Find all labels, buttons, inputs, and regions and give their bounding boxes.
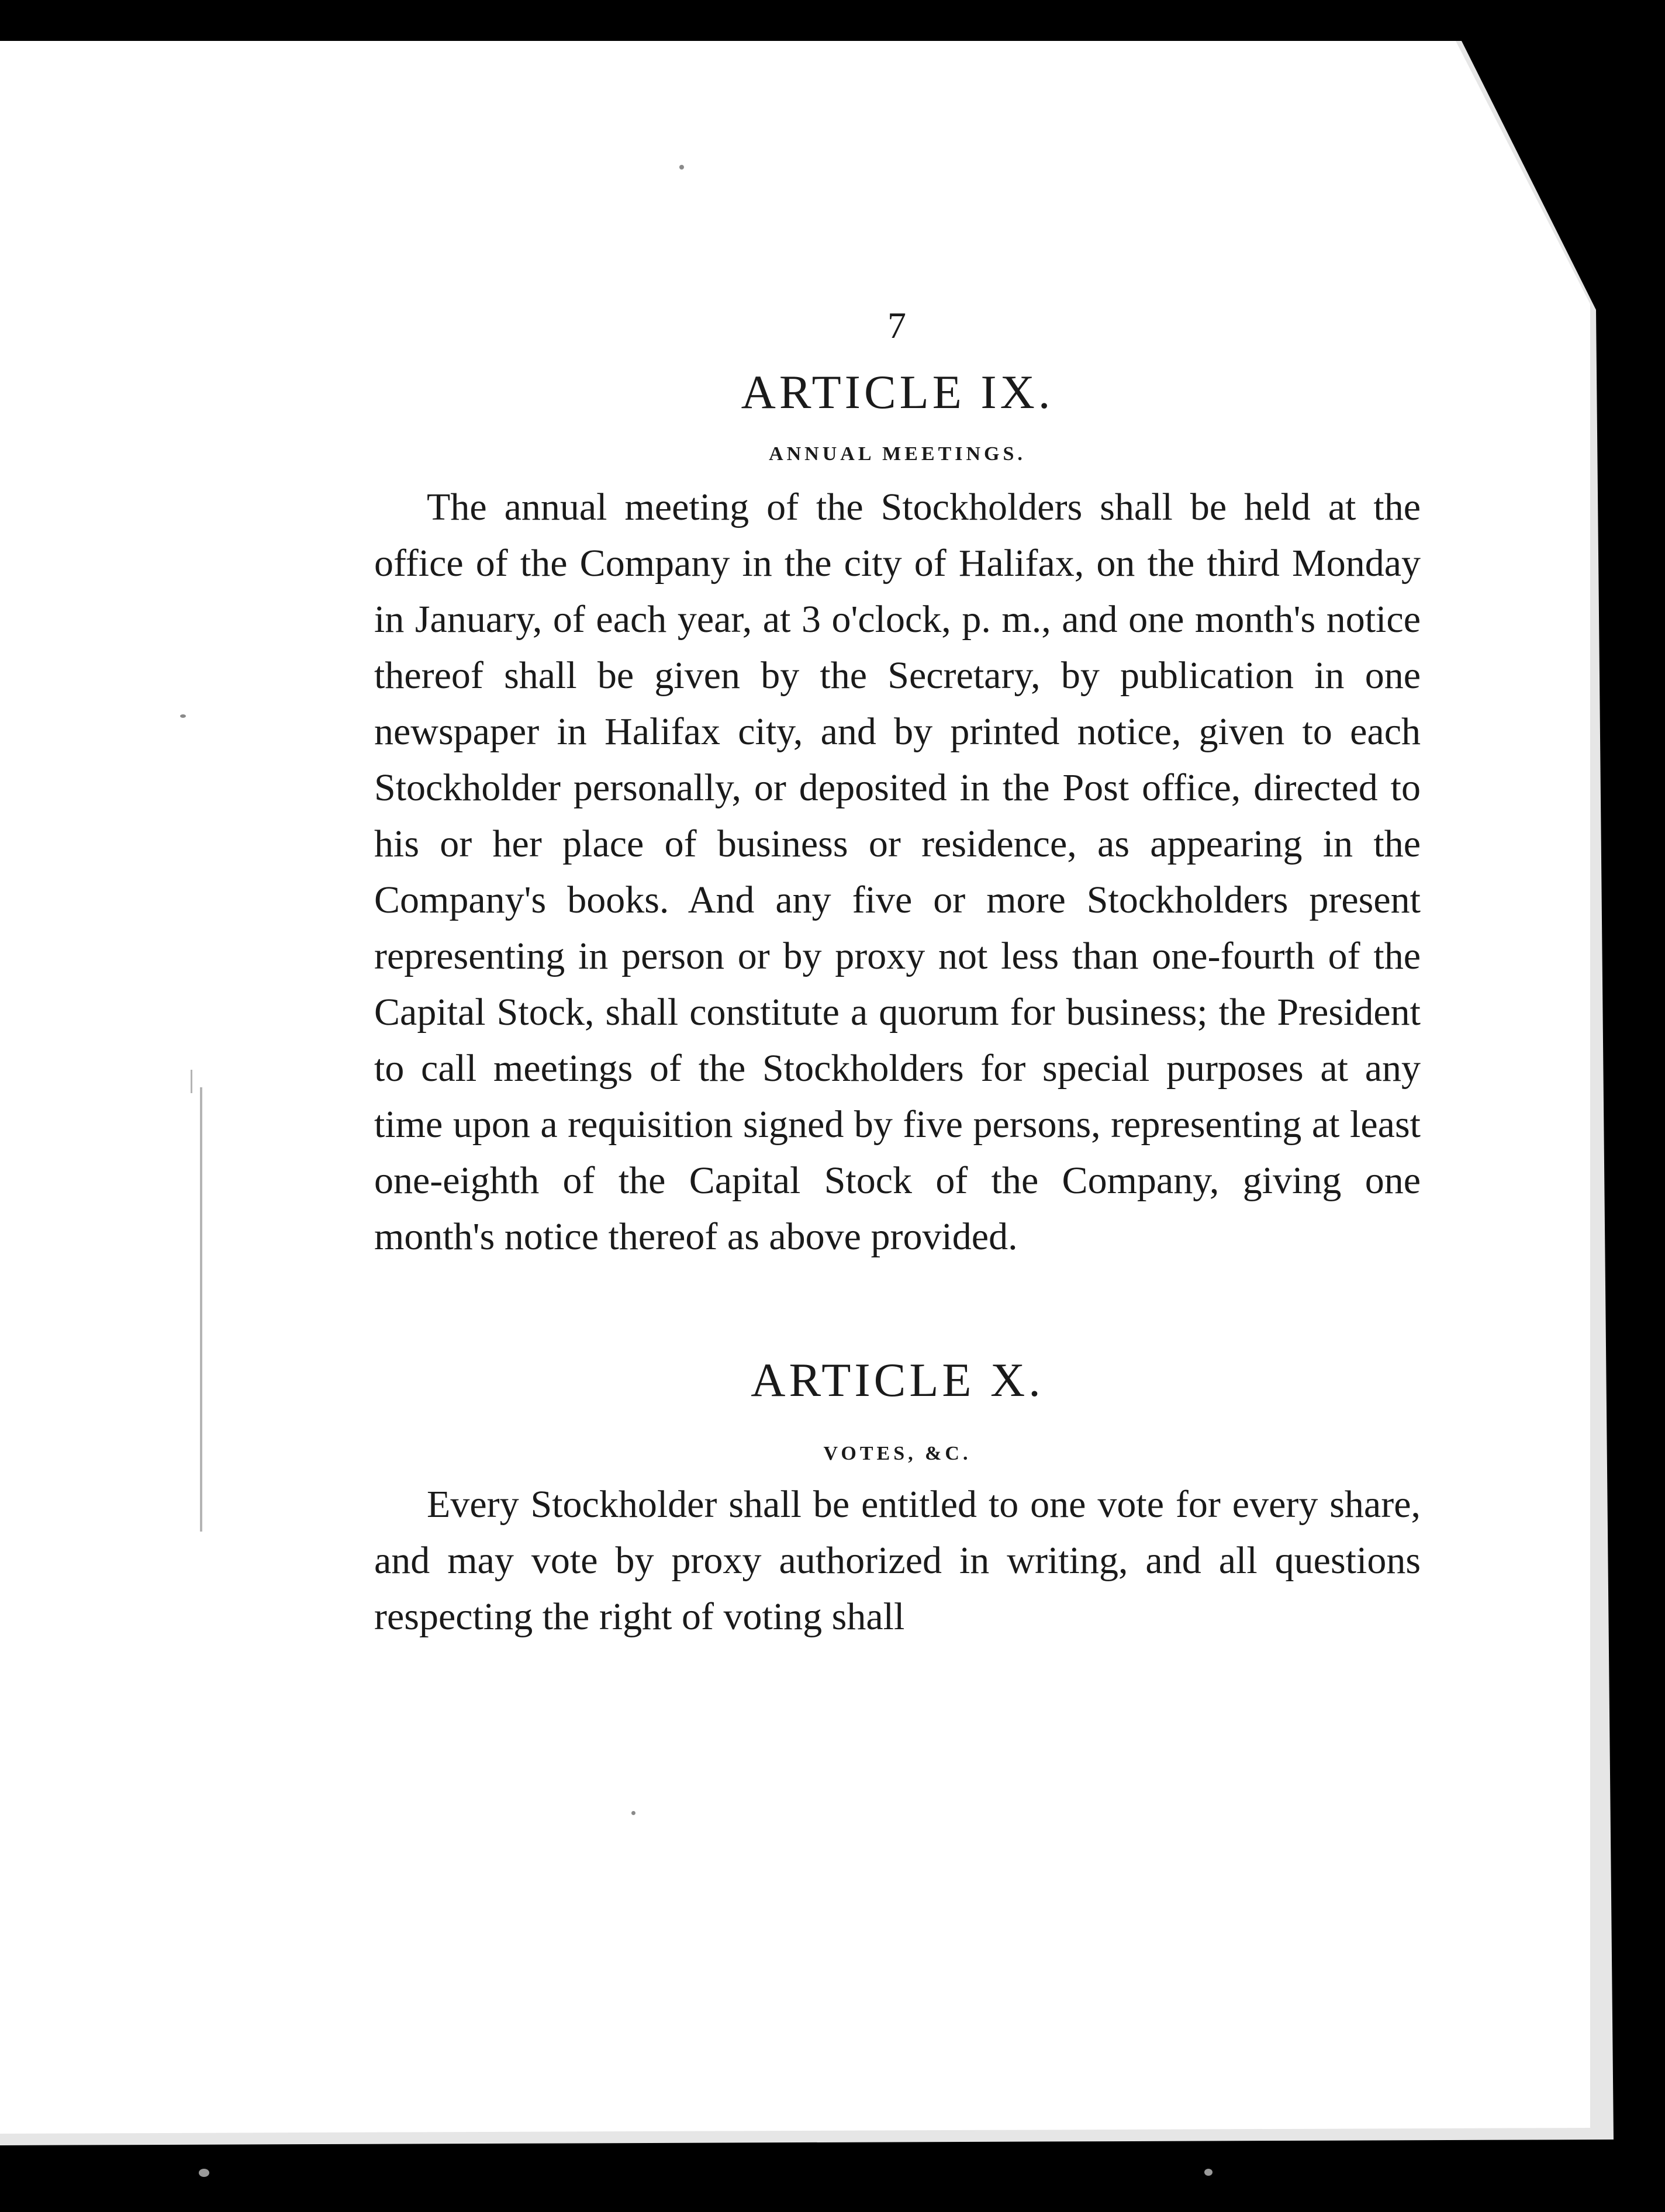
article-body: Every Stockholder shall be entitled to one vote for every share, and may vote by proxy authorized in writing, and all questions respecting the right of voting shall (374, 1483, 1421, 1638)
article-body: The annual meeting of the Stockholders shall be held at the office of the Company in the city of Halifax, on the third Monday in January, of each year, at 3 o'clock, p. m., and one month's notice thereof shall be given by the Secretary, by publication in one newspaper in Halifax city, and by printed notice, given to each Stockholder personally, or deposited in the Post office, directed to his or her place of business or residence, as appearing in the Company's books. And any five or more Stockholders present representing in person or by proxy not less than one-fourth of the Capital Stock, shall constitute a quorum for business; the President to call meetings of the Stockholders for special purposes at any time upon a requisition signed by five persons, representing at least one-eighth of the Capital Stock of the Company, giving one month's notice thereof as above provided. (374, 486, 1421, 1258)
article-subheading: ANNUAL MEETINGS. (769, 443, 1026, 465)
article-subheading: VOTES, &C. (823, 1443, 972, 1464)
scan-speck (679, 165, 684, 170)
article-x (374, 1353, 1421, 1645)
gutter-mark (200, 1087, 202, 1532)
scan-speck (1204, 2169, 1213, 2176)
gutter-mark (191, 1070, 192, 1093)
article-ix (374, 365, 1421, 1265)
article-heading: ARTICLE X. (751, 1353, 1044, 1406)
article-heading: ARTICLE IX. (741, 365, 1054, 419)
scan-speck (180, 714, 186, 718)
scan-speck (631, 1811, 635, 1815)
page-number: 7 (887, 305, 907, 346)
page-content (374, 304, 1421, 1645)
scan-speck (199, 2169, 209, 2177)
